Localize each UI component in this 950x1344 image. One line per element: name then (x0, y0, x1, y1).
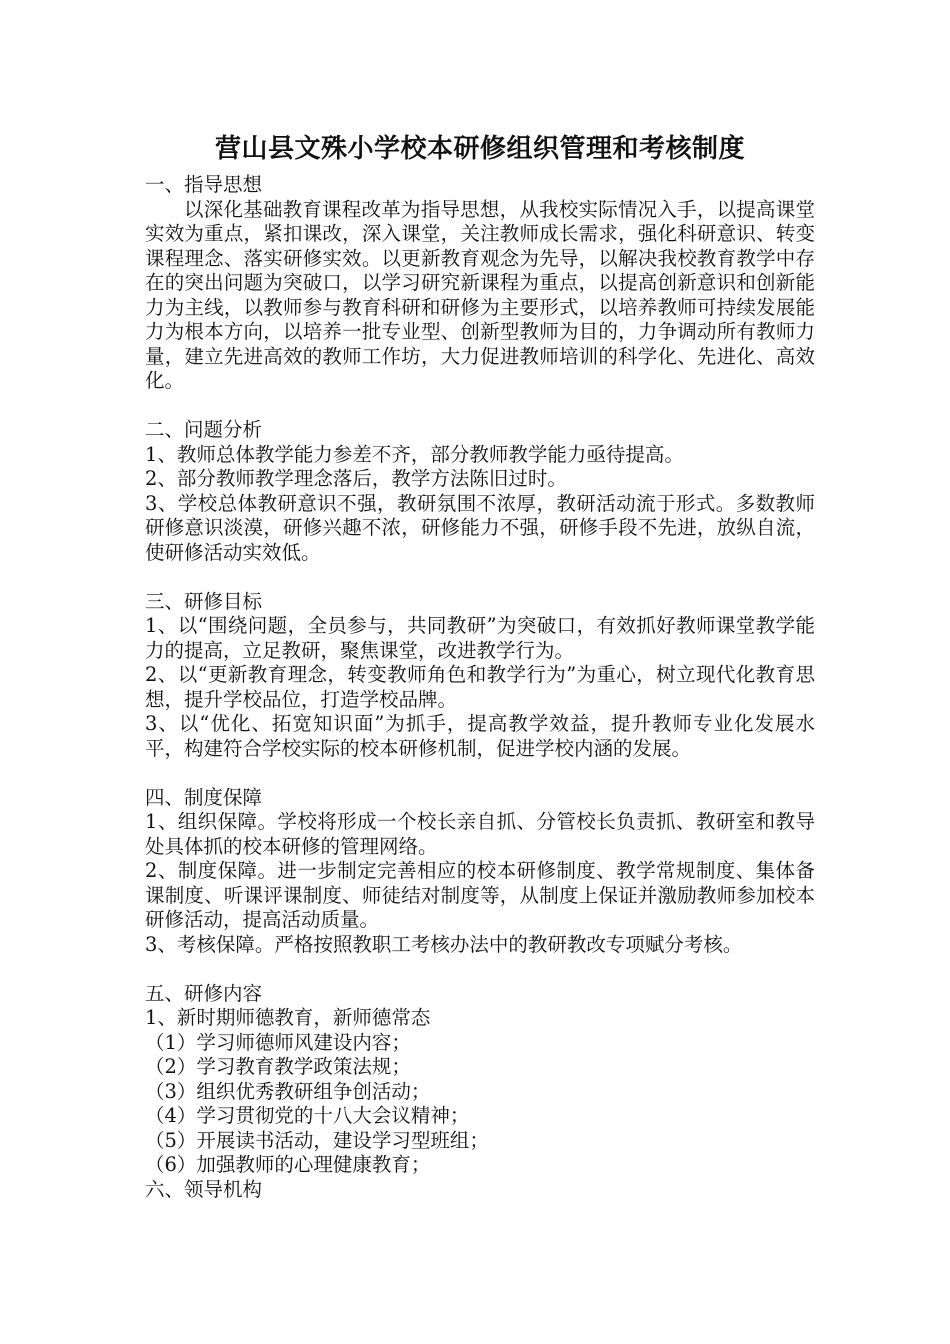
list-item: 2、制度保障。进一步制定完善相应的校本研修制度、教学常规制度、集体备课制度、听课评课制度、师徒结对制度等，从制度上保证并激励教师参加校本研修活动，提高活动质量。 (145, 859, 815, 931)
list-item: （1）学习师德师风建设内容； (145, 1030, 411, 1054)
section-spacer (145, 957, 815, 982)
list-item: 1、组织保障。学校将形成一个校长亲自抓、分管校长负责抓、教研室和教导处具体抓的校本研修的管理网络。 (145, 810, 815, 858)
section-spacer (145, 394, 815, 419)
list-item: （2）学习教育教学政策法规； (145, 1055, 411, 1078)
list-item: 3、以“优化、拓宽知识面”为抓手，提高教学效益，提升教师专业化发展水平，构建符合学校实际的校本研修机制，促进学校内涵的发展。 (145, 712, 815, 760)
section-heading: 二、问题分析 (145, 418, 263, 441)
section-heading: 三、研修目标 (145, 589, 263, 613)
section-heading: 六、领导机构 (145, 1177, 263, 1201)
list-item: 3、学校总体教研意识不强，教研氛围不浓厚，教研活动流于形式。多数教师研修意识淡漠，研修兴趣不浓，研修能力不强，研修手段不先进，放纵自流，使研修活动实效低。 (145, 491, 815, 564)
list-item: （6）加强教师的心理健康教育； (145, 1153, 431, 1176)
list-item: 3、考核保障。严格按照教职工考核办法中的教研教改专项赋分考核。 (145, 932, 743, 956)
section-heading: 四、制度保障 (145, 785, 263, 809)
section-heading: 一、指导思想 (145, 173, 263, 196)
section-system-guarantee (145, 786, 815, 958)
section-training-goals (145, 590, 815, 762)
list-item: 2、以“更新教育理念，转变教师角色和教学行为”为重心，树立现代化教育思想，提升学校品位，打造学校品牌。 (145, 663, 815, 711)
document-title: 营山县文殊小学校本研修组织管理和考核制度 (214, 134, 745, 164)
section-leadership (145, 1178, 815, 1203)
list-item: （3）组织优秀教研组争创活动； (145, 1079, 431, 1103)
section-training-content (145, 982, 815, 1178)
list-item: （5）开展读书活动，建设学习型班组； (145, 1128, 489, 1152)
section-spacer (145, 761, 815, 786)
section-heading: 五、研修内容 (145, 981, 263, 1005)
list-item: （4）学习贯彻党的十八大会议精神； (145, 1104, 470, 1127)
list-item: 1、教师总体教学能力参差不齐，部分教师教学能力亟待提高。 (145, 442, 684, 466)
list-item: 2、部分教师教学理念落后，教学方法陈旧过时。 (145, 467, 567, 490)
section-guiding-ideology (145, 173, 815, 394)
list-item: 1、以“围绕问题，全员参与，共同教研”为突破口，有效抓好教师课堂教学能力的提高，立足教研，聚焦课堂，改进教学行为。 (145, 614, 815, 662)
list-item: 1、新时期师德教育，新师德常态 (145, 1006, 431, 1029)
section-problem-analysis (145, 418, 815, 565)
document-page (145, 131, 815, 1202)
section-spacer (145, 565, 815, 590)
section-paragraph: 以深化基础教育课程改革为指导思想，从我校实际情况入手，以提高课堂实效为重点，紧扣课改，深入课堂，关注教师成长需求，强化科研意识、转变课程理念、落实研修实效。以更新教育观念为先导，以解决我校教育教学中存在的突出问题为突破口，以学习研究新课程为重点，以提高创新意识和创新能力为主线，以教师参与教育科研和研修为主要形式，以培养教师可持续发展能力为根本方向，以培养一批专业型、创新型教师为目的，力争调动所有教师力量，建立先进高效的教师工作坊，大力促进教师培训的科学化、先进化、高效化。 (145, 197, 815, 392)
